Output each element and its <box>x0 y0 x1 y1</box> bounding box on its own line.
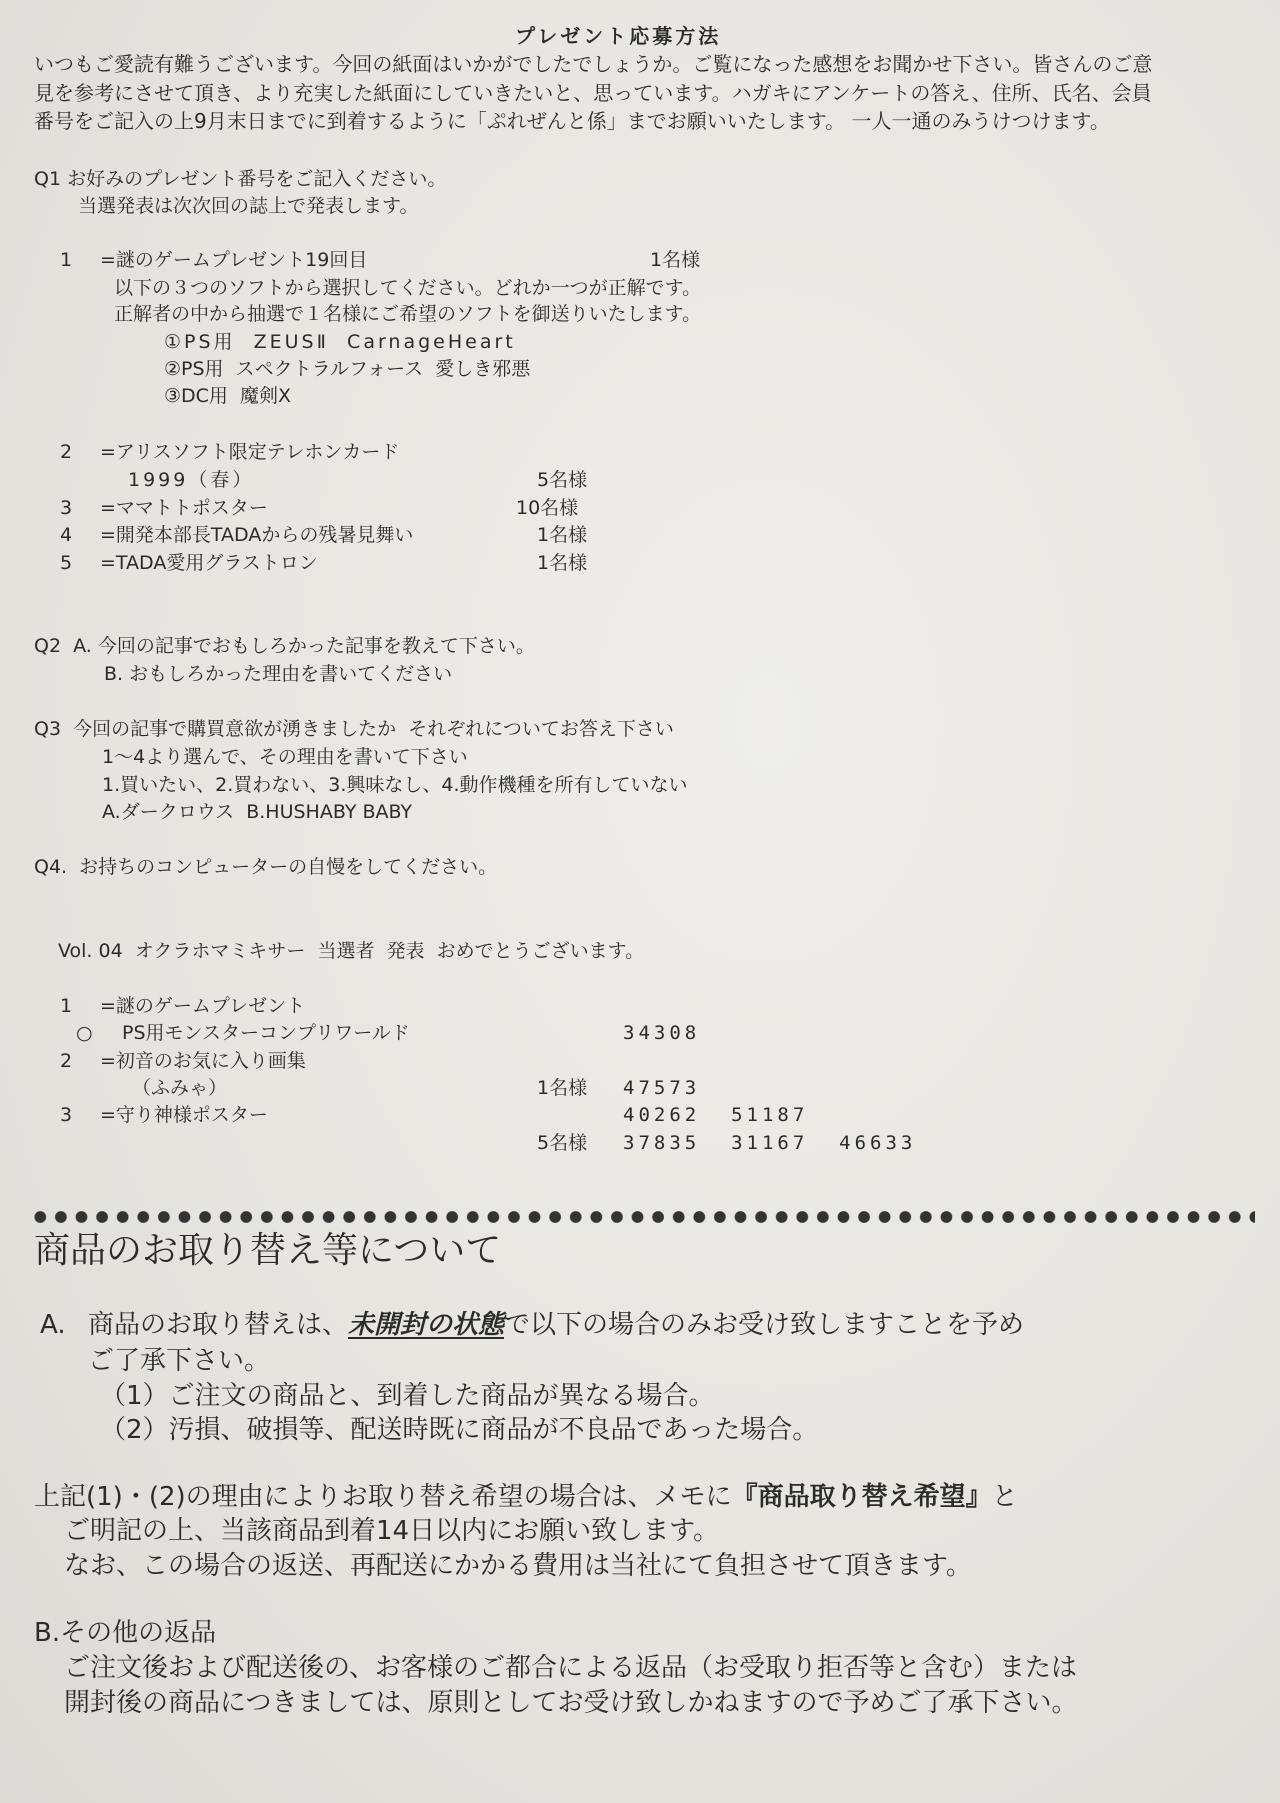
exchange-b-title: B.その他の返品 <box>34 1618 217 1648</box>
intro-line-2: 見を参考にさせて頂き、より充実した紙面にしていきたいと、思っています。ハガキにアンケートの答え、住所、氏名、会員 <box>34 81 1152 105</box>
prize-5-name: =TADA愛用グラストロン <box>100 552 318 574</box>
q2-question-b: B. おもしろかった理由を書いてください <box>104 663 453 685</box>
q4-question: Q4. お持ちのコンピューターの自慢をしてください。 <box>34 856 498 878</box>
winner-row-2-ids: 34308 <box>623 1022 701 1044</box>
prize-2-number: 2 <box>60 441 73 463</box>
prize-1-option-3: ③DC用 魔剣X <box>164 385 292 407</box>
exchange-a-item-2: （2）汚損、破損等、配送時既に商品が不良品であった場合。 <box>100 1415 819 1445</box>
exchange-a-line-1-pre: 商品のお取り替えは、 <box>88 1310 349 1340</box>
present-title: プレゼント応募方法 <box>515 24 722 48</box>
exchange-p-line-3: なお、この場合の返送、再配送にかかる費用は当社にて負担させて頂きます。 <box>64 1551 972 1581</box>
winner-row-2-name: PS用モンスターコンプリワールド <box>122 1022 410 1044</box>
intro-line-1: いつもご愛読有難うございます。今回の紙面はいかがでしたでしょうか。ご覧になった感想をお聞かせ下さい。皆さんのご意 <box>34 52 1153 76</box>
winner-row-5-number: 3 <box>60 1104 73 1126</box>
prize-4-number: 4 <box>60 524 73 546</box>
q3-question: Q3 今回の記事で購買意欲が湧きましたか それぞれについてお答え下さい <box>34 718 674 740</box>
dotted-divider <box>30 1209 1255 1225</box>
exchange-p-emphasis: 『商品取り替え希望』 <box>731 1482 992 1512</box>
prize-1-detail-2: 正解者の中から抽選で１名様にご希望のソフトを御送りいたします。 <box>114 303 702 325</box>
winner-row-4-sub: （ふみゃ） <box>132 1077 228 1099</box>
winner-row-3-number: 2 <box>60 1050 73 1072</box>
exchange-p-line-2: ご明記の上、当該商品到着14日以内にお願い致します。 <box>64 1516 720 1546</box>
exchange-a-item-1: （1）ご注文の商品と、到着した商品が異なる場合。 <box>100 1381 715 1411</box>
exchange-a-emphasis: 未開封の状態 <box>348 1310 505 1340</box>
prize-2-count: 5名様 <box>537 469 588 491</box>
q1-question: Q1 お好みのプレゼント番号をご記入ください。 <box>34 168 447 190</box>
exchange-title: 商品のお取り替え等について <box>34 1230 502 1271</box>
prize-3-name: =ママトトポスター <box>100 497 268 519</box>
exchange-a-label: A. <box>40 1310 66 1340</box>
winner-row-1-name: =謎のゲームプレゼント <box>100 995 306 1017</box>
winner-row-4-ids: 47573 <box>623 1077 701 1099</box>
winner-row-1-number: 1 <box>60 995 73 1017</box>
exchange-p-line-1 <box>34 1484 1018 1510</box>
exchange-b-line-1: ご注文後および配送後の、お客様のご都合による返品（お受取り拒否等と含む）または <box>64 1653 1077 1683</box>
winners-heading: Vol. 04 オクラホマミキサー 当選者 発表 おめでとうございます。 <box>58 940 645 962</box>
q1-note: 当選発表は次次回の誌上で発表します。 <box>78 195 419 217</box>
prize-4-count: 1名様 <box>537 524 588 546</box>
winner-row-3-name: =初音のお気に入り画集 <box>100 1050 306 1072</box>
prize-1-option-2: ②PS用 スペクトラルフォース 愛しき邪悪 <box>164 358 531 380</box>
exchange-p-line-1-pre: 上記(1)・(2)の理由によりお取り替え希望の場合は、メモに <box>34 1482 732 1512</box>
prize-4-name: =開発本部長TADAからの残暑見舞い <box>100 524 414 546</box>
q2-question-a: Q2 A. 今回の記事でおもしろかった記事を教えて下さい。 <box>34 635 535 657</box>
winner-row-4-count: 1名様 <box>537 1077 588 1099</box>
intro-line-3: 番号をご記入の上9月末日までに到着するように「ぷれぜんと係」までお願いいたします。 一人一通のみうけつけます。 <box>34 109 1110 133</box>
prize-1-count: 1名様 <box>650 249 701 271</box>
q3-instruction: 1～4より選んで、その理由を書いて下さい <box>102 746 468 768</box>
q3-choices: 1.買いたい、2.買わない、3.興味なし、4.動作機種を所有していない <box>102 774 688 796</box>
winner-row-2-bullet: ○ <box>76 1022 93 1044</box>
winner-row-6-count: 5名様 <box>537 1132 588 1154</box>
prize-2-sub: 1999（春） <box>128 469 255 491</box>
prize-1-option-1: ①PS用 ZEUSⅡ CarnageHeart <box>164 331 516 353</box>
prize-3-count: 10名様 <box>516 497 579 519</box>
prize-3-number: 3 <box>60 497 73 519</box>
q3-titles: A.ダークロウス B.HUSHABY BABY <box>102 801 413 823</box>
exchange-b-line-2: 開封後の商品につきましては、原則としてお受け致しかねますので予めご了承下さい。 <box>64 1688 1078 1718</box>
exchange-a-line-1 <box>88 1312 1024 1338</box>
exchange-a-line-1-post: で以下の場合のみお受け致しますことを予め <box>504 1310 1025 1340</box>
exchange-p-line-1-post: と <box>991 1482 1018 1512</box>
prize-1-detail-1: 以下の３つのソフトから選択してください。どれか一つが正解です。 <box>114 277 702 299</box>
prize-5-count: 1名様 <box>537 552 588 574</box>
prize-5-number: 5 <box>60 552 73 574</box>
exchange-a-line-2: ご了承下さい。 <box>88 1346 271 1376</box>
winner-row-6-ids: 37835 31167 46633 <box>623 1132 917 1154</box>
prize-2-name: =アリスソフト限定テレホンカード <box>100 441 400 463</box>
prize-1-name: =謎のゲームプレゼント19回目 <box>100 249 368 271</box>
winner-row-5-ids: 40262 51187 <box>623 1104 809 1126</box>
winner-row-5-name: =守り神様ポスター <box>100 1104 268 1126</box>
prize-1-number: 1 <box>60 249 73 271</box>
